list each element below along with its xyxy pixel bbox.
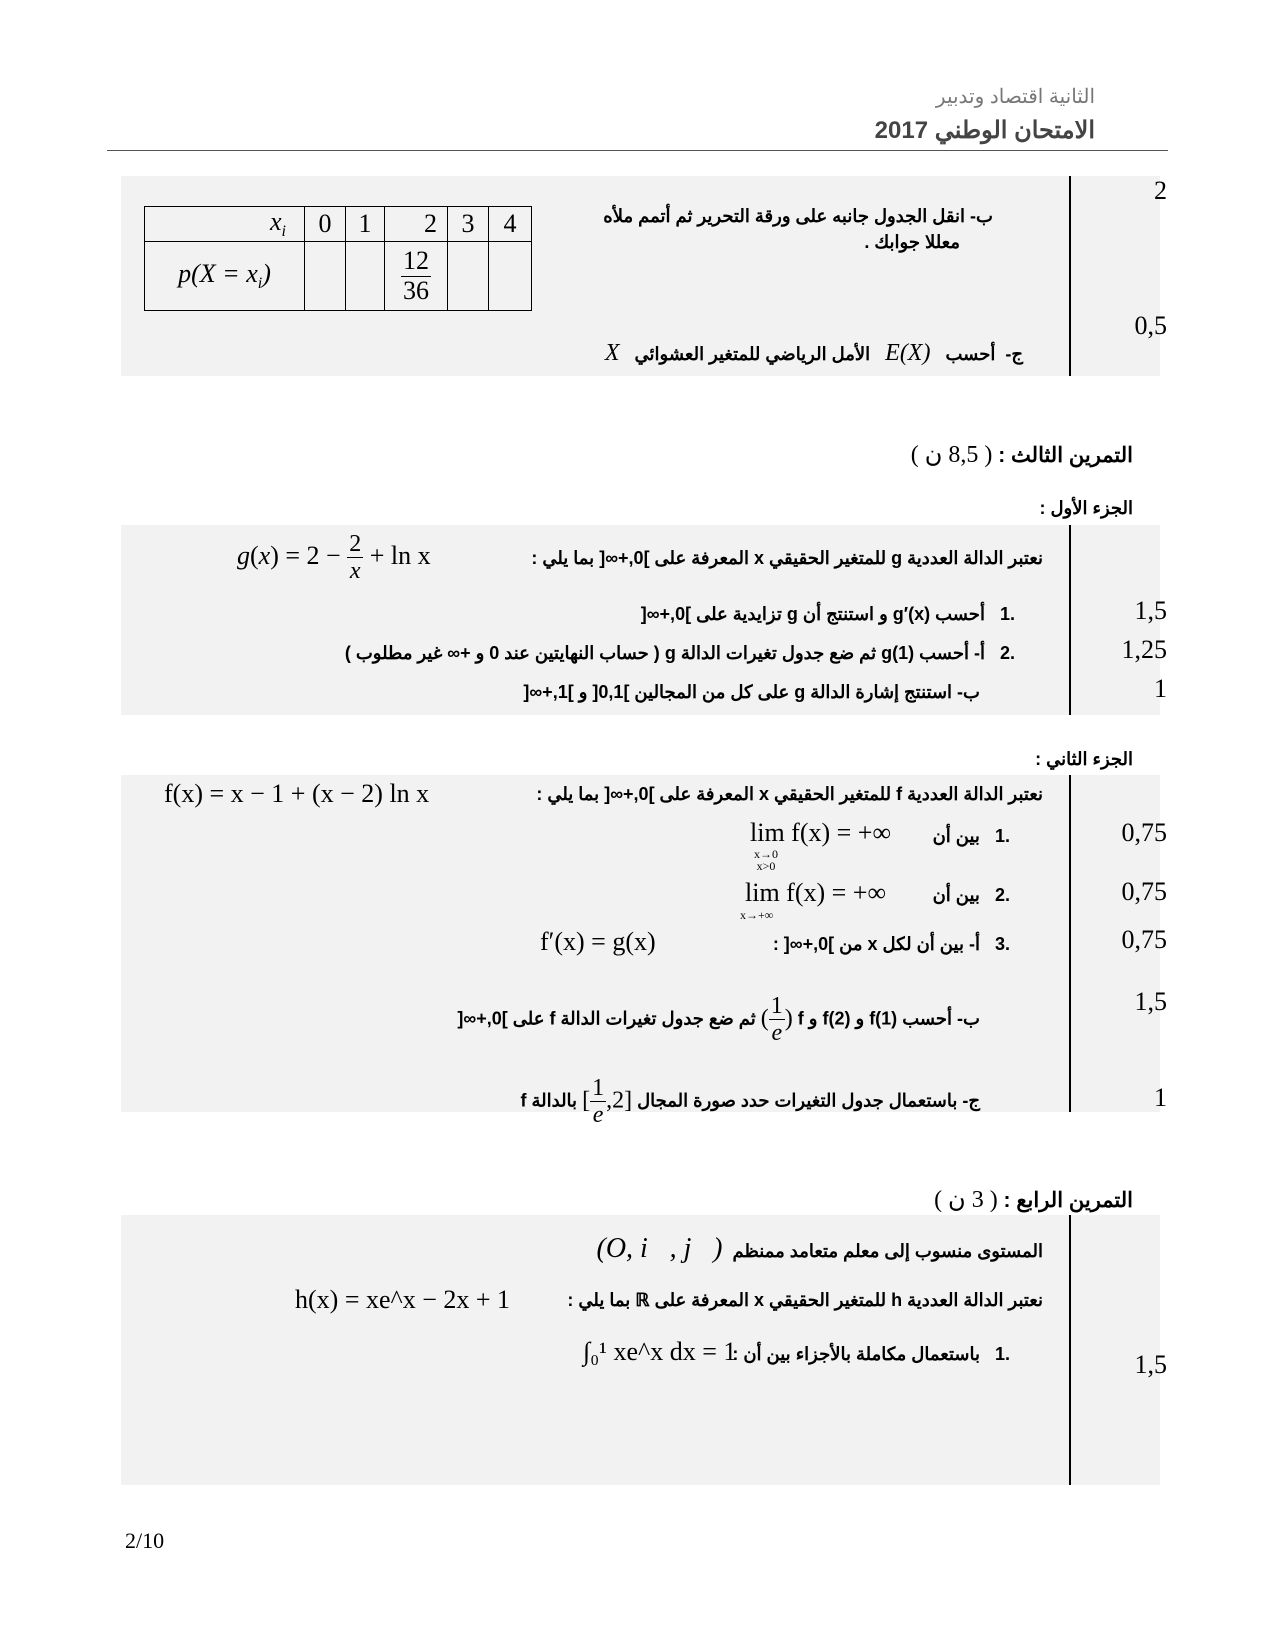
points-value: 1,5	[1134, 596, 1167, 625]
f-definition-formula: f(x) = x − 1 + (x − 2) ln x	[164, 779, 430, 808]
page-number: 2/10	[125, 1528, 165, 1553]
header-subtitle: الثانية اقتصاد وتدبير	[935, 86, 1095, 108]
part2-question-3c: ج- باستعمال جدول التغيرات حدد صورة المجال [ $\frac{1}{e}$ ,2] بالدالة f	[520, 1075, 980, 1129]
part2-question-3b: ب- أحسب f(1) و f(2) و f ( $\frac{1}{e}$ ) ثم ضع جدول تغيرات الدالة f على ]0,+∞[	[457, 993, 980, 1047]
table-value-cell: 1	[346, 207, 385, 242]
points-value: 2	[1154, 176, 1167, 205]
table-value-cell: 4	[489, 207, 532, 242]
limit-at-zero: lim f(x) = +∞	[750, 818, 892, 847]
points-value: 0,75	[1121, 818, 1167, 847]
header-title: الامتحان الوطني 2017	[874, 117, 1095, 144]
points-divider	[1069, 525, 1071, 715]
table-row-label: $p(X = x_i)$	[145, 242, 305, 311]
points-value: 0,75	[1121, 925, 1167, 954]
table-fraction-cell: $\frac{12}{36}$	[385, 242, 448, 311]
exercise4-line2: نعتبر الدالة العددية h للمتغير الحقيقي x المعرفة على ℝ بما يلي :	[567, 1290, 1043, 1310]
part1-heading: الجزء الأول :	[1039, 498, 1133, 518]
table-empty-cell	[489, 242, 532, 311]
table-empty-cell	[448, 242, 489, 311]
exercise4-title: التمرين الرابع : ( 3 ن )	[934, 1187, 1133, 1213]
part1-intro: نعتبر الدالة العددية g للمتغير الحقيقي x المعرفة على ]0,+∞[ بما يلي :	[531, 548, 1043, 568]
points-value: 0,75	[1121, 877, 1167, 906]
part2-question-1: .1 بين أن	[932, 826, 1010, 846]
table-row	[145, 242, 532, 311]
table-row	[145, 207, 532, 242]
points-divider	[1069, 775, 1071, 1112]
table-empty-cell	[346, 242, 385, 311]
table-value-cell: 2	[385, 207, 448, 242]
exercise3-title: التمرين الثالث : ( 8,5 ن )	[910, 442, 1133, 468]
points-value: 1	[1154, 1083, 1167, 1112]
points-value: 0,5	[1134, 311, 1167, 340]
points-divider	[1069, 1215, 1071, 1485]
points-value: 1,5	[1134, 987, 1167, 1016]
exercise4-line1: المستوى منسوب إلى معلم متعامد ممنظم (O, i⃗, j⃗)	[596, 1233, 1043, 1264]
points-value: 1,25	[1121, 635, 1167, 664]
g-definition-formula: g(x) = 2 − $\frac{2}{x}$ + ln x	[237, 531, 431, 585]
table-value-cell: 3	[448, 207, 489, 242]
integral-formula: ∫₀¹ xe^x dx = 1	[583, 1337, 737, 1366]
part1-question-1: .1 أحسب g′(x) و استنتج أن g تزايدية على ]0,+∞[	[640, 604, 1015, 624]
points-divider	[1069, 176, 1071, 376]
part1-question-2b: ب- استنتج إشارة الدالة g على كل من المجالين ]0,1[ و ]1,+∞[	[523, 682, 980, 702]
probability-table	[144, 206, 532, 311]
h-definition-formula: h(x) = xe^x − 2x + 1	[295, 1285, 511, 1314]
table-header-cell: $x_i$	[145, 207, 305, 242]
part2-intro: نعتبر الدالة العددية f للمتغير الحقيقي x المعرفة على ]0,+∞[ بما يلي :	[536, 784, 1043, 804]
exercise4-question-1: .1 باستعمال مكاملة بالأجزاء بين أن :	[732, 1344, 1010, 1364]
part1-question-2a: .2 أ- أحسب g(1) ثم ضع جدول تغيرات الدالة g ( حساب النهايتين عند 0 و +∞ غير مطلوب )	[344, 643, 1015, 663]
part2-heading: الجزء الثاني :	[1035, 749, 1133, 769]
points-value: 1,5	[1134, 1350, 1167, 1379]
part2-question-3a: .3 أ- بين أن لكل x من ]0,+∞[ :	[772, 934, 1010, 954]
question-b: ب- انقل الجدول جانبه على ورقة التحرير ثم أتمم ملأه	[603, 206, 993, 226]
limit-subscript: x→+∞	[740, 908, 774, 922]
header-divider	[107, 150, 1168, 151]
question-b-line2: معللا جوابك .	[864, 232, 960, 252]
part2-question-2: .2 بين أن	[932, 885, 1010, 905]
question-c: ج- أحسب E(X) الأمل الرياضي للمتغير العشوائي X	[604, 340, 1023, 366]
points-value: 1	[1154, 674, 1167, 703]
table-value-cell: 0	[305, 207, 346, 242]
derivative-formula: f′(x) = g(x)	[540, 927, 656, 956]
limit-at-infinity: lim f(x) = +∞	[745, 878, 887, 907]
table-empty-cell	[305, 242, 346, 311]
limit-subscript: x→0 x>0	[754, 847, 778, 873]
